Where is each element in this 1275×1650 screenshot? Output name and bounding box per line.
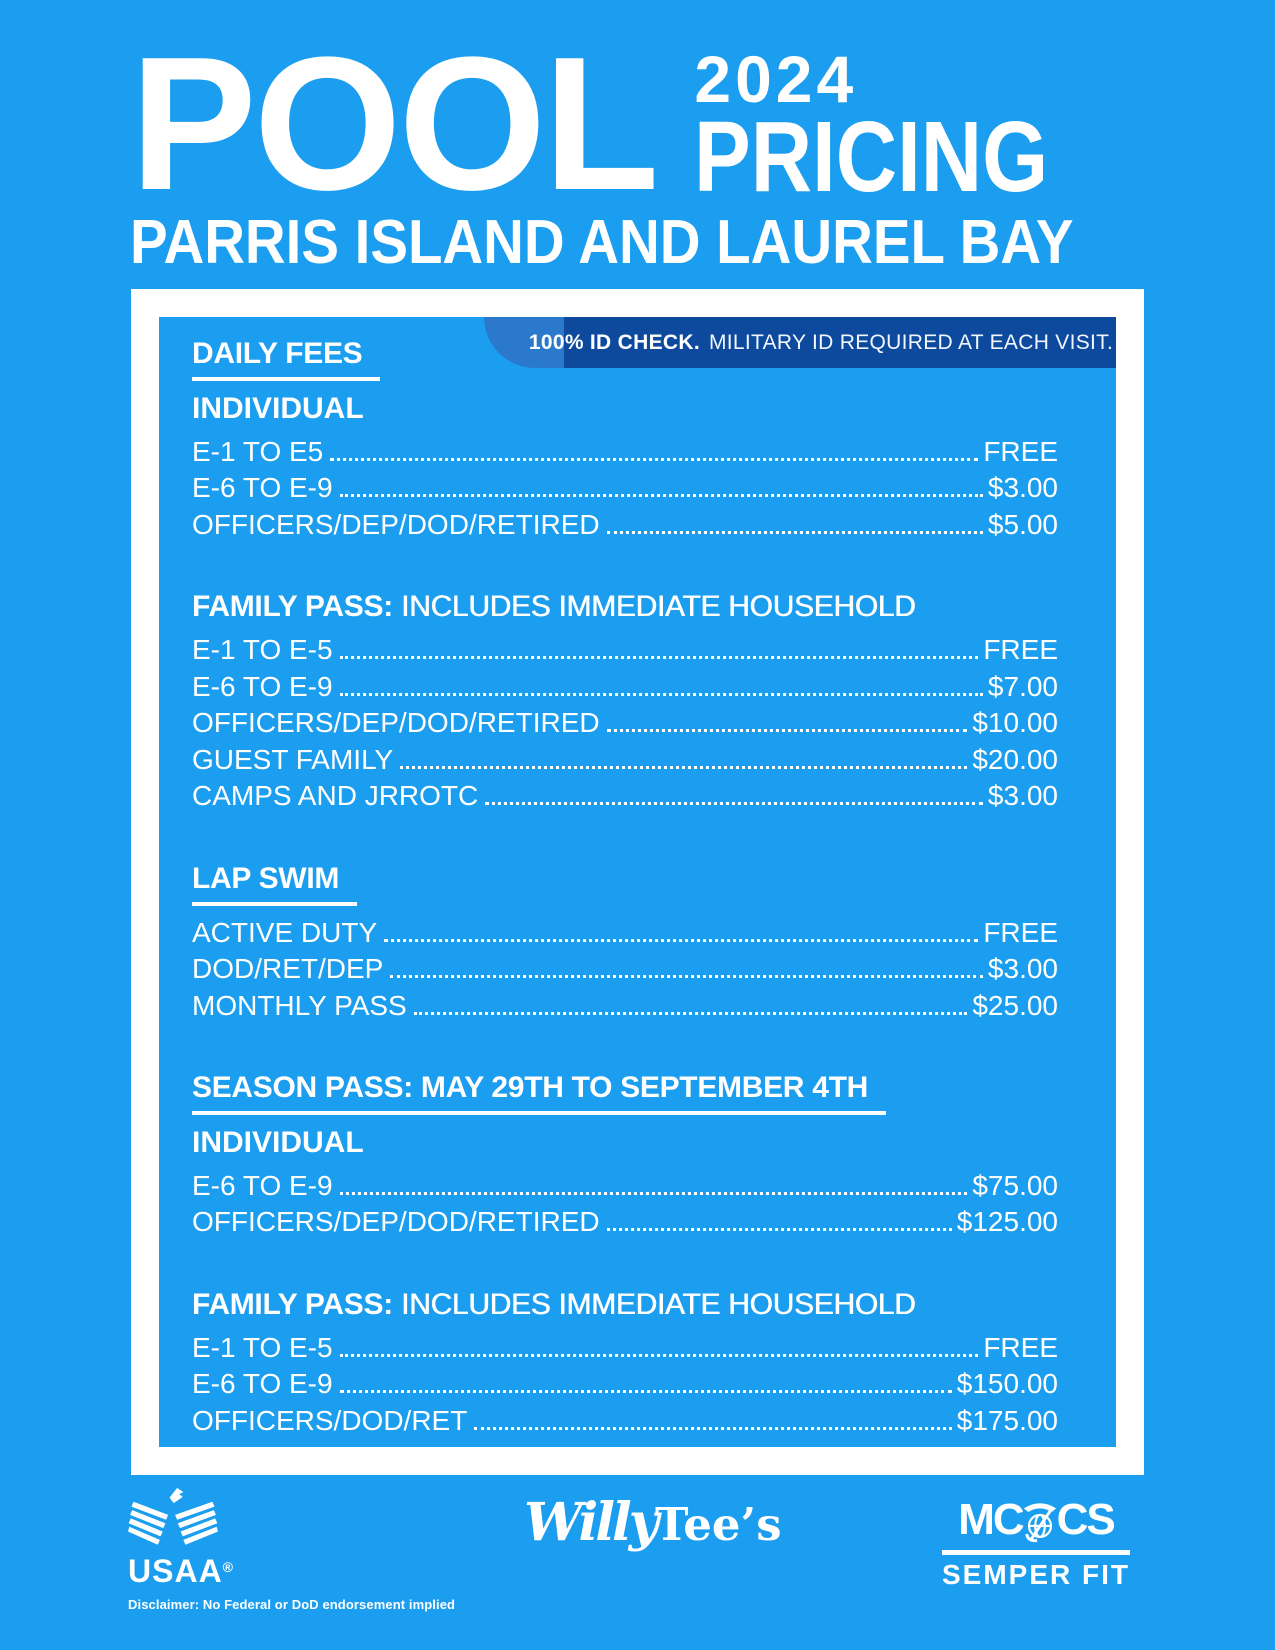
id-check-strong: 100% ID CHECK. [528, 330, 700, 354]
price-row [192, 632, 1058, 669]
title-pool: POOL [130, 18, 657, 230]
price-row-value: $10.00 [972, 707, 1058, 738]
price-row-label: MONTHLY PASS [192, 989, 407, 1021]
price-row-value: $25.00 [972, 989, 1058, 1021]
usaa-disclaimer: Disclaimer: No Federal or DoD endorsement implied [128, 1597, 456, 1612]
price-row-label: E-1 TO E5 [192, 435, 324, 467]
mccs-right-text: CS [1056, 1495, 1114, 1544]
title-row [130, 18, 1145, 230]
willy-tees-logo [524, 1492, 782, 1572]
price-row-label: E-6 TO E-9 [192, 472, 333, 503]
dotted-leader [340, 656, 979, 659]
price-row [192, 669, 1058, 706]
section-subheading: INDIVIDUAL [192, 392, 364, 425]
dotted-leader [414, 1012, 968, 1015]
price-row [192, 1204, 1058, 1241]
price-row-value: $75.00 [972, 1169, 1058, 1201]
id-check-banner [496, 317, 1116, 368]
price-row-label: OFFICERS/DEP/DOD/RETIRED [192, 707, 600, 738]
content-panel [159, 317, 1116, 1447]
mccs-tagline: SEMPER FIT [941, 1559, 1130, 1590]
price-section [192, 589, 1058, 815]
price-row [192, 1330, 1058, 1367]
price-row-label: E-1 TO E-5 [192, 634, 333, 665]
price-section [192, 1070, 1058, 1241]
price-row [192, 507, 1058, 544]
id-check-rest: MILITARY ID REQUIRED AT EACH VISIT. [708, 330, 1114, 354]
title-right [694, 42, 1111, 214]
content-frame [131, 289, 1144, 1475]
price-row-label: E-6 TO E-9 [192, 670, 333, 702]
title-pricing: PRICING [694, 101, 1049, 214]
dotted-leader [340, 1354, 979, 1357]
dotted-leader [340, 1192, 968, 1195]
section-heading [192, 589, 1058, 625]
price-section [192, 861, 1058, 1025]
dotted-leader [340, 693, 983, 696]
section-heading [192, 861, 357, 906]
dotted-leader [607, 531, 983, 534]
section-heading-rest: INCLUDES IMMEDIATE HOUSEHOLD [392, 1287, 916, 1321]
price-row-label: E-1 TO E-5 [192, 1331, 333, 1363]
price-row-label: OFFICERS/DEP/DOD/RETIRED [192, 1206, 600, 1237]
mccs-wordmark [942, 1494, 1130, 1546]
section-heading [192, 1287, 1058, 1323]
usaa-eagle-icon [128, 1486, 218, 1548]
price-row-value: $3.00 [987, 953, 1058, 984]
section-heading-strong: FAMILY PASS: [192, 590, 393, 623]
dotted-leader [330, 458, 978, 461]
price-row-value: $20.00 [972, 743, 1058, 775]
price-row-value: $150.00 [956, 1368, 1058, 1399]
usaa-logo [128, 1486, 455, 1612]
price-row-label: ACTIVE DUTY [192, 916, 378, 948]
dotted-leader [607, 729, 968, 732]
price-row-value: FREE [983, 634, 1058, 665]
dotted-leader [384, 939, 978, 942]
price-row [192, 742, 1058, 779]
price-row [192, 1366, 1058, 1403]
title-year: 2024 [694, 42, 858, 117]
usaa-registered-mark: ® [222, 1559, 234, 1575]
section-subheading: INDIVIDUAL [192, 1126, 364, 1159]
price-row [192, 470, 1058, 507]
section-heading [192, 1070, 886, 1115]
price-row-value: $125.00 [956, 1206, 1058, 1237]
section-heading-strong: DAILY FEES [192, 337, 363, 370]
price-row-value: $5.00 [987, 508, 1058, 540]
eagle-globe-anchor-icon [1018, 1497, 1062, 1549]
section-heading-strong: FAMILY PASS: [192, 1287, 393, 1321]
title-location: PARRIS ISLAND AND LAUREL BAY [130, 208, 1074, 278]
dotted-leader [485, 802, 983, 805]
price-row-value: $3.00 [987, 472, 1058, 503]
price-row-value: $3.00 [987, 780, 1058, 811]
dotted-leader [390, 975, 983, 978]
section-heading-rest: INCLUDES IMMEDIATE HOUSEHOLD [392, 590, 916, 623]
price-row-label: OFFICERS/DEP/DOD/RETIRED [192, 508, 600, 540]
usaa-wordmark [128, 1555, 455, 1587]
price-row [192, 951, 1058, 988]
mccs-semper-fit-logo [942, 1494, 1130, 1589]
price-row-label: OFFICERS/DOD/RET [192, 1404, 468, 1436]
price-row-value: FREE [983, 435, 1058, 467]
mccs-divider [942, 1550, 1130, 1555]
price-row-label: DOD/RET/DEP [192, 953, 384, 984]
price-section [192, 1287, 1058, 1440]
section-heading-strong: LAP SWIM [192, 861, 340, 895]
price-row-value: FREE [983, 1331, 1058, 1363]
willy-tees-script-text: Willy [524, 1492, 656, 1553]
price-row [192, 434, 1058, 471]
dotted-leader [340, 494, 983, 497]
price-row [192, 778, 1058, 815]
price-row-label: CAMPS AND JRROTC [192, 780, 479, 811]
price-row-value: $175.00 [956, 1404, 1058, 1436]
dotted-leader [474, 1427, 951, 1430]
price-row-label: E-6 TO E-9 [192, 1368, 333, 1399]
price-row [192, 1168, 1058, 1205]
price-row [192, 988, 1058, 1025]
title-block [130, 18, 1145, 278]
price-row-label: E-6 TO E-9 [192, 1169, 333, 1201]
price-row [192, 705, 1058, 742]
price-row-value: FREE [983, 916, 1058, 948]
dotted-leader [607, 1228, 952, 1231]
price-sections [192, 336, 1058, 1439]
section-heading-strong: SEASON PASS: MAY 29TH TO SEPTEMBER 4TH [192, 1071, 868, 1104]
section-heading [192, 336, 380, 381]
price-row-value: $7.00 [987, 670, 1058, 702]
dotted-leader [340, 1390, 952, 1393]
dotted-leader [400, 766, 967, 769]
mccs-left-text: MC [958, 1495, 1023, 1544]
usaa-name-text: USAA [128, 1553, 223, 1589]
willy-tees-serif-text: Tee’s [654, 1498, 782, 1551]
price-row [192, 1403, 1058, 1440]
price-row [192, 915, 1058, 952]
price-row-label: GUEST FAMILY [192, 743, 394, 775]
